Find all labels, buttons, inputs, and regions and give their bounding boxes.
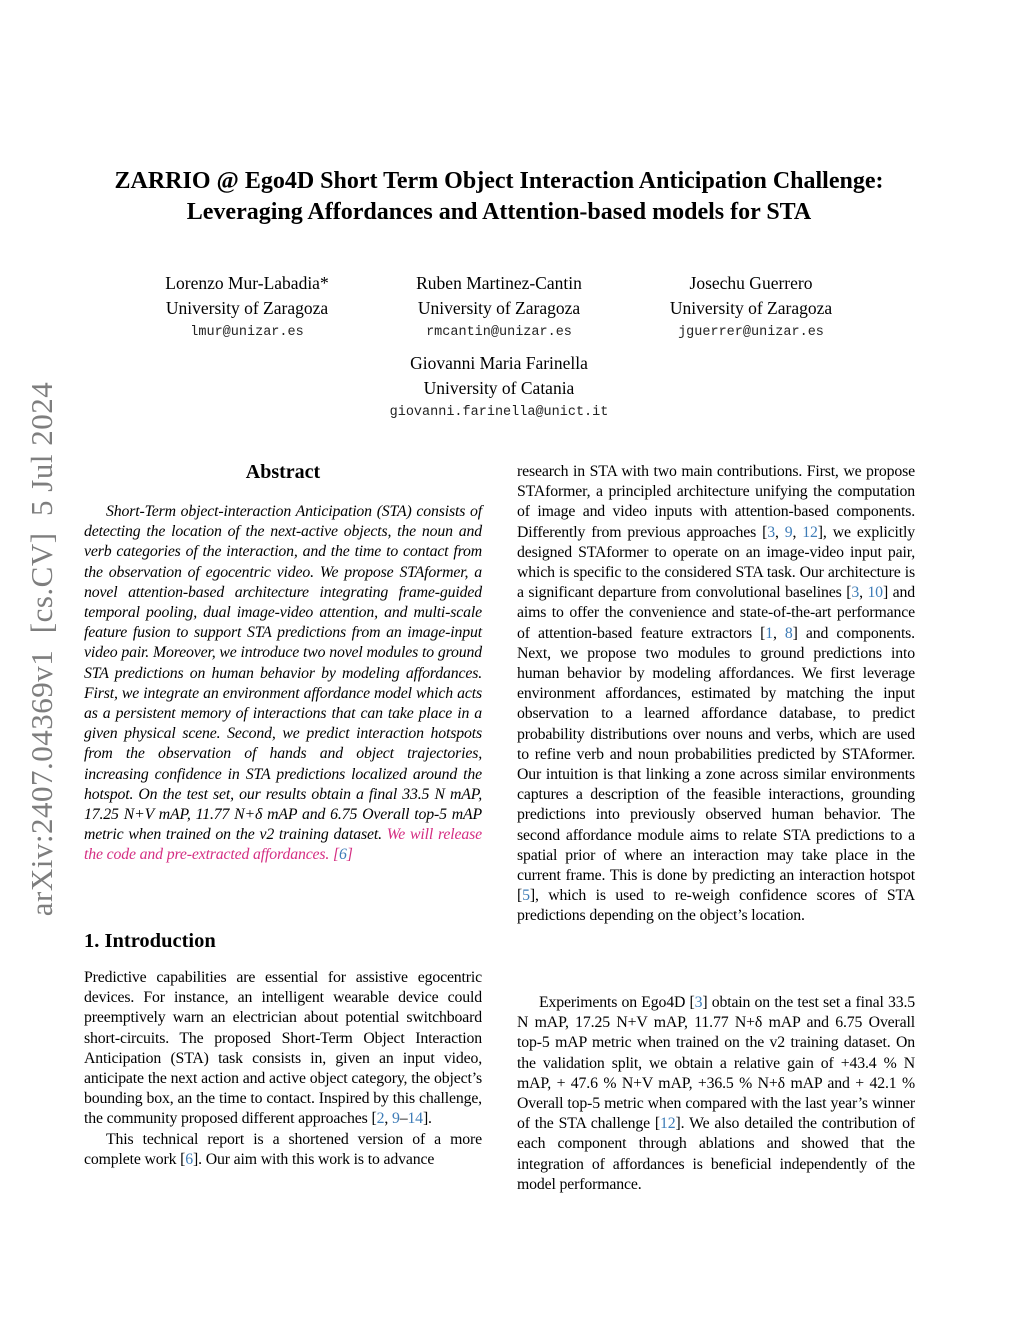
highlighted-text: [ (333, 846, 340, 864)
text-run: , (859, 584, 868, 602)
citation-link[interactable]: 9 (391, 1110, 400, 1128)
text-run: , (792, 523, 803, 541)
author-block-2 (373, 271, 625, 344)
citation-link[interactable]: 8 (784, 624, 793, 642)
paper-title-line2: Leveraging Affordances and Attention-based models for STA (186, 199, 812, 225)
text-run: ] and aims to offer the convenience and state-of-the-art performance of attention-based feature extractors [ (517, 584, 915, 642)
text-run: This technical report is a shortened version of a more complete work [ (84, 1130, 482, 1168)
right-column-paragraph-1 (517, 462, 915, 927)
arxiv-margin-banner: arXiv:2407.04369v1 [cs.CV] 5 Jul 2024 (24, 381, 59, 917)
author-name: Ruben Martinez-Cantin (416, 273, 582, 293)
citation-link[interactable]: 6 (339, 846, 347, 864)
left-column-introduction (84, 930, 482, 1170)
citation-link[interactable]: 10 (867, 584, 883, 602)
author-name: Josechu Guerrero (689, 273, 813, 293)
text-run: ]. We also detailed the contribution of each component through ablations and showed that the integration of affordances is beneficial independently of the model performance. (517, 1115, 915, 1193)
text-run: ]. Our aim with this work is to advance (193, 1150, 435, 1168)
author-email: giovanni.farinella@unict.it (389, 405, 609, 420)
paper-title-line1: ZARRIO @ Ego4D Short Term Object Interaction Anticipation Challenge: (114, 168, 884, 194)
citation-link[interactable]: 6 (185, 1150, 194, 1168)
abstract-paragraph (84, 502, 482, 866)
citation-link[interactable]: 9 (784, 523, 793, 541)
author-block-3 (625, 271, 877, 344)
author-affiliation: University of Catania (423, 378, 575, 398)
author-name: Giovanni Maria Farinella (410, 353, 588, 373)
author-block-1 (121, 271, 373, 344)
author-affiliation: University of Zaragoza (417, 298, 581, 318)
citation-link[interactable]: 2 (376, 1110, 385, 1128)
citation-link[interactable]: 12 (802, 523, 818, 541)
highlighted-text: ] (346, 846, 353, 864)
text-run: research in STA with two main contributions. First, we propose STAformer, a principled architecture unifying the computation of image and video inputs with attention-based components. Differently from previous approaches [ (517, 463, 915, 541)
citation-link[interactable]: 3 (851, 584, 860, 602)
text-run: ] and components. Next, we propose two modules to ground predictions into human behavior by modeling affordances. We first leverage environment affordances, estimated by matching the input observation to a learned affordance database, to predict probability distributions over nouns and verbs, which are used to refine verb and noun probabilities predicted by STAformer. Our intuition is that linking a zone across similar environments captures a description of the feasible interactions, grounding predictions into previously observed human behavior. The second affordance module aims to relate STA predictions to a spatial prior of where an interaction may take place in the current frame. This is done by predicting an interaction hotspot [ (517, 624, 915, 905)
introduction-paragraph-1 (84, 968, 482, 1130)
text-run: , (774, 523, 785, 541)
author-affiliation: University of Zaragoza (165, 298, 329, 318)
citation-link[interactable]: 5 (522, 887, 530, 905)
author-email: lmur@unizar.es (190, 325, 304, 340)
text-run: – (399, 1110, 408, 1128)
citation-link[interactable]: 3 (694, 994, 703, 1011)
author-name: Lorenzo Mur-Labadia* (165, 273, 329, 293)
paper-title (84, 166, 914, 228)
text-run: ] obtain on the test set a final 33.5 N mAP, 17.25 N+V mAP, 11.77 N+δ mAP and 6.75 Overall top-5 mAP metric when trained on the v2 training dataset. On the validation split, we obtain a relative gain of +43.4 % N mAP, + 47.6 % N+V mAP, +36.5 % N+δ mAP and + 42.1 % Overall top-5 metric when compared with the last year’s winner of the STA challenge [ (517, 994, 915, 1133)
text-run: , (384, 1110, 392, 1128)
text-run: Short-Term object-interaction Anticipation (STA) consists of detecting the location of the next-active objects, the noun and verb categories of the interaction, and the time to contact from the observation of egocentric video. We propose STAformer, a novel attention-based architecture integrating frame-guided temporal pooling, dual image-video attention, and multi-scale feature fusion to support STA predictions from an image-input video pair. Moreover, we introduce two novel modules to ground STA predictions on human behavior by modeling affordances. First, we integrate an environment affordance model which acts as a persistent memory of interactions that can take place in a given physical scene. Second, we predict interaction hotspots from the observation of hands and object trajectories, increasing confidence in STA predictions localized around the hotspot. On the test set, our results obtain a final 33.5 N mAP, 17.25 N+V mAP, 11.77 N+δ mAP and 6.75 Overall top-5 mAP metric when trained on the v2 training dataset. (84, 503, 482, 844)
right-column-bottom (517, 993, 915, 1195)
text-run: , (772, 624, 785, 642)
author-email: rmcantin@unizar.es (426, 325, 572, 340)
citation-link[interactable]: 14 (407, 1110, 423, 1128)
citation-link[interactable]: 1 (765, 624, 773, 642)
text-run: ], which is used to re-weigh confidence scores of STA predictions depending on the object’s location. (517, 887, 915, 925)
text-run: ], we explicitly designed STAformer to operate on an image-video input pair, which is specific to the considered STA task. Our architecture is a significant departure from convolutional baselines [ (517, 523, 915, 602)
right-column-top (517, 462, 915, 927)
citation-link[interactable]: 12 (660, 1115, 676, 1133)
author-email: jguerrer@unizar.es (678, 325, 824, 340)
text-run: ]. (422, 1110, 432, 1128)
text-run: Experiments on Ego4D [ (539, 994, 695, 1011)
author-affiliation: University of Zaragoza (669, 298, 833, 318)
highlighted-text: We will release the code and pre-extracted affordances. (84, 826, 482, 864)
introduction-paragraph-2 (84, 1130, 482, 1170)
authors-row (84, 271, 914, 344)
abstract-heading: Abstract (245, 461, 321, 483)
right-column-paragraph-2 (517, 993, 915, 1195)
author-block-4 (84, 351, 914, 424)
text-run: Predictive capabilities are essential for assistive egocentric devices. For instance, an intelligent wearable device could preemptively warn an electrician about potential switchboard short-circuits. The proposed Short-Term Object Interaction Anticipation (STA) task consists in, given an input video, anticipate the next action and active object category, the object’s bounding box, an the time to contact. Inspired by this challenge, the community proposed different approaches [ (84, 969, 482, 1128)
citation-link[interactable]: 3 (767, 523, 775, 541)
left-column-abstract (84, 461, 482, 866)
section-heading-introduction: 1. Introduction (84, 930, 216, 952)
